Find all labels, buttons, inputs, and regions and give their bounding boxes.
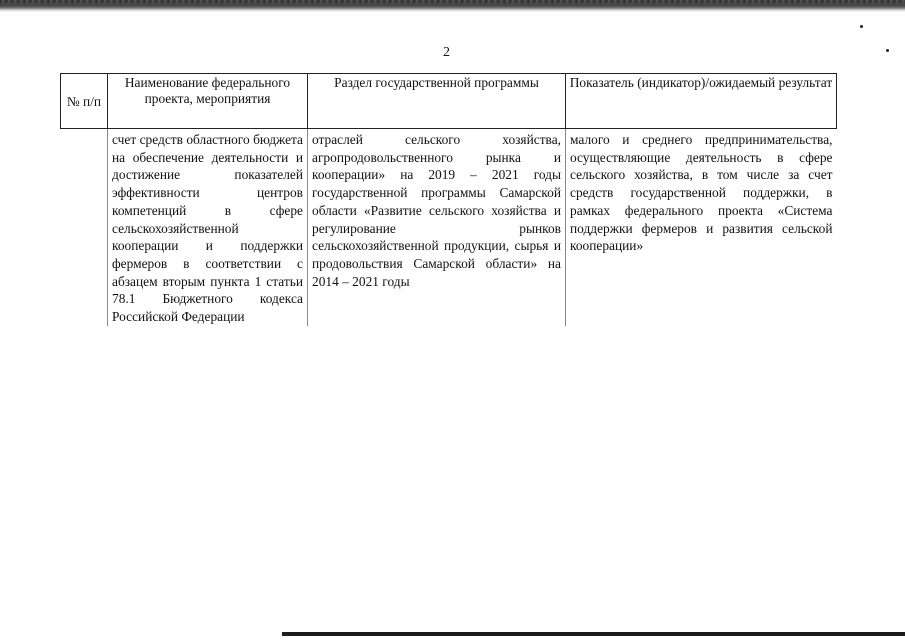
header-program-section: Раздел государственной программы [308,74,566,129]
scan-speck [860,25,863,28]
header-project-name: Наименование федерального проекта, мероприятия [108,74,308,129]
row-indicator: малого и среднего предпринимательства, осуществляющие деятельность в сфере сельского хозяйства, в том числе за счет средств государственной поддержки, в рамках федерального проекта «Система поддержки фермеров и развития сельской кооперации» [566,129,837,326]
scan-noise-strip [0,0,905,3]
row-program-section: отраслей сельского хозяйства, агропродовольственного рынка и кооперации» на 2019 – 2021 годы государственной программы Самарской области «Развитие сельского хозяйства и регулирование рынков сельскохозяйственной продукции, сырья и продовольствия Самарской области» на 2014 – 2021 годы [308,129,566,326]
table-row [61,129,837,326]
table-header-row [61,74,837,129]
header-indicator: Показатель (индикатор)/ожидаемый результат [566,74,837,129]
scan-bottom-edge [282,632,905,636]
program-table [60,73,837,326]
row-project-name: счет средств областного бюджета на обеспечение деятельности и достижение показателей эффективности центров компетенций в сфере сельскохозяйственной кооперации и поддержки фермеров в соответствии с абзацем вторым пункта 1 статьи 78.1 Бюджетного кодекса Российской Федерации [108,129,308,326]
row-number [61,129,108,326]
header-number: № п/п [61,74,108,129]
page-number: 2 [443,45,450,60]
